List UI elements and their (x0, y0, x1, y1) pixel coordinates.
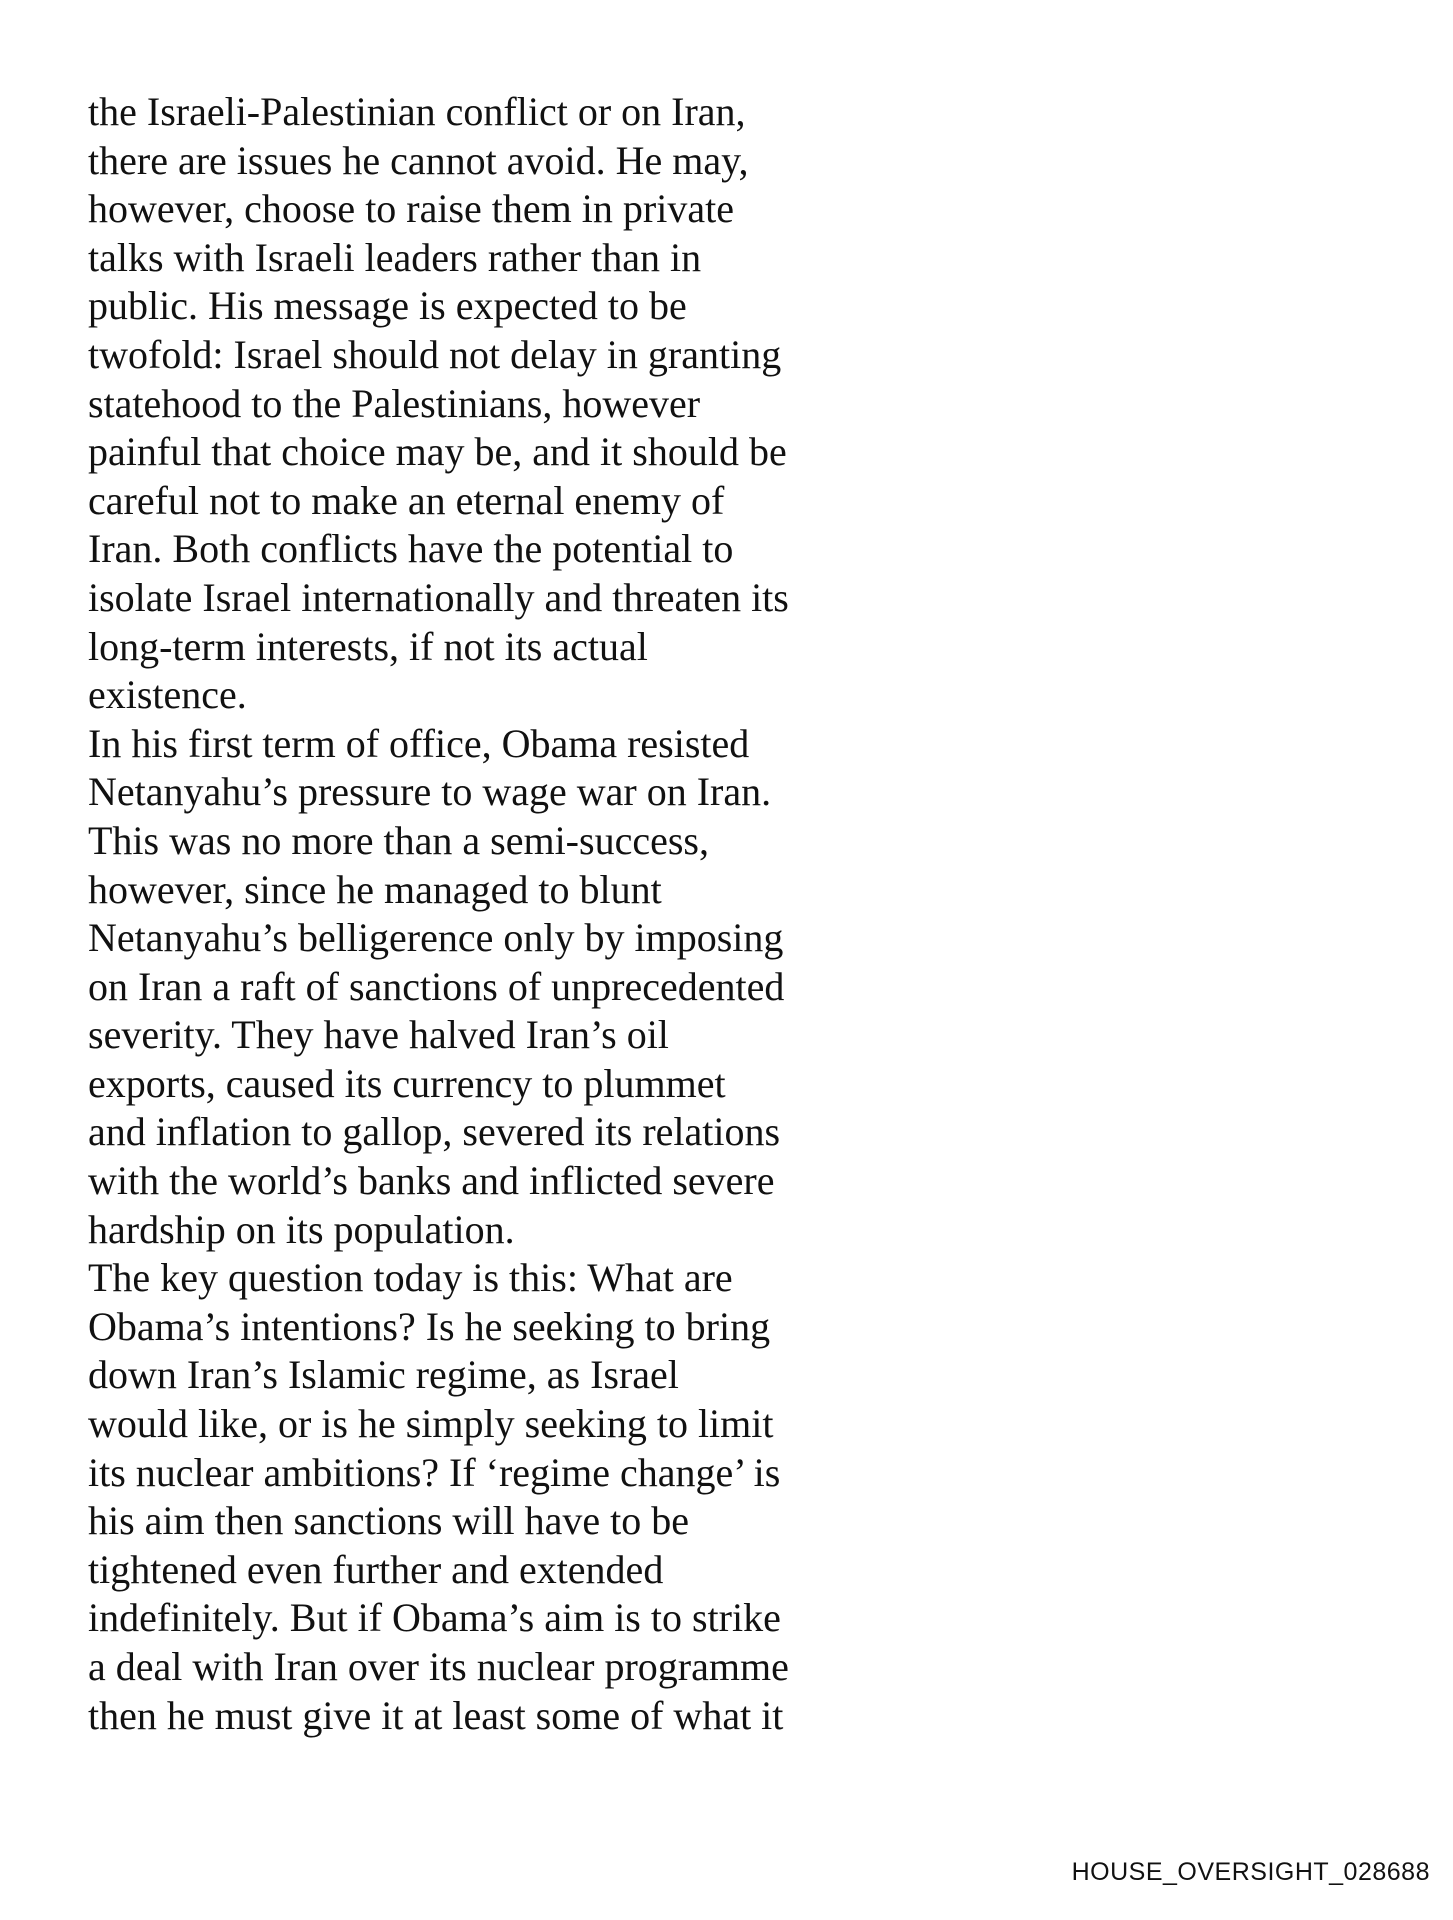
text-line: Netanyahu’s belligerence only by imposing (88, 915, 784, 961)
text-line: hardship on its population. (88, 1206, 515, 1252)
text-line: talks with Israeli leaders rather than in (88, 234, 702, 280)
body-text (88, 88, 868, 1740)
text-line: In his first term of office, Obama resisted (88, 720, 750, 766)
text-line: public. His message is expected to be (88, 283, 687, 329)
text-line: Obama’s intentions? Is he seeking to bring (88, 1303, 771, 1349)
text-line: exports, caused its currency to plummet (88, 1060, 726, 1106)
document-id-footer: HOUSE_OVERSIGHT_028688 (1071, 1858, 1430, 1886)
text-line: the Israeli-Palestinian conflict or on Iran, (88, 89, 746, 134)
text-line: long-term interests, if not its actual (88, 623, 648, 669)
text-line: his aim then sanctions will have to be (88, 1498, 689, 1544)
text-line: however, choose to raise them in private (88, 186, 734, 232)
text-line: down Iran’s Islamic regime, as Israel (88, 1352, 679, 1398)
text-line: Netanyahu’s pressure to wage war on Iran. (88, 769, 772, 815)
text-line: careful not to make an eternal enemy of (88, 477, 725, 523)
text-line: twofold: Israel should not delay in granting (88, 331, 782, 377)
text-line: and inflation to gallop, severed its relations (88, 1109, 781, 1155)
text-line: then he must give it at least some of what it (88, 1692, 784, 1738)
text-line: there are issues he cannot avoid. He may, (88, 137, 749, 183)
text-line: would like, or is he simply seeking to limit (88, 1401, 774, 1447)
text-line: with the world’s banks and inflicted severe (88, 1158, 775, 1204)
text-line: on Iran a raft of sanctions of unprecedented (88, 963, 785, 1009)
text-line: severity. They have halved Iran’s oil (88, 1012, 669, 1058)
text-line: tightened even further and extended (88, 1546, 664, 1592)
text-line: existence. (88, 672, 247, 718)
text-line: isolate Israel internationally and threaten its (88, 574, 789, 620)
text-line: The key question today is this: What are (88, 1255, 733, 1301)
text-line: This was no more than a semi-success, (88, 817, 709, 863)
text-line: however, since he managed to blunt (88, 866, 662, 912)
text-line: statehood to the Palestinians, however (88, 380, 701, 426)
text-line: a deal with Iran over its nuclear programme (88, 1644, 789, 1689)
text-line: Iran. Both conflicts have the potential to (88, 526, 734, 572)
text-line: indefinitely. But if Obama’s aim is to strike (88, 1595, 781, 1641)
text-line: its nuclear ambitions? If ‘regime change’ is (88, 1449, 781, 1495)
text-line: painful that choice may be, and it should be (88, 429, 787, 475)
